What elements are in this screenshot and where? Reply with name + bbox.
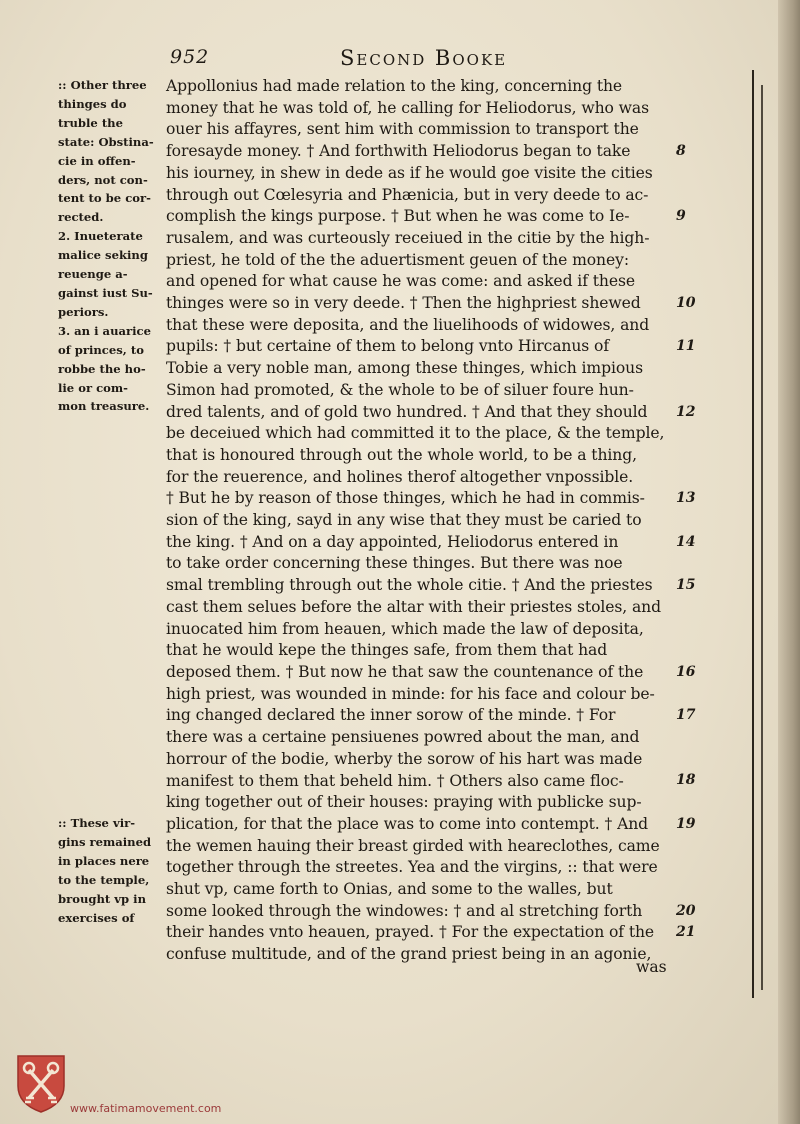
text-line: ouer his affayres, sent him with commission to transport the [166,120,639,139]
verse-number: 21 [676,924,696,941]
margin-note-line: rected. [58,210,104,225]
text-line: that is honoured through out the whole world, to be a thing, [166,445,637,464]
catchword: was [636,958,667,976]
text-line: Simon had promoted, & the whole to be of siluer foure hun- [166,380,634,399]
margin-note-line: mon treasure. [58,399,150,414]
text-line: inuocated him from heauen, which made the law of deposita, [166,619,644,638]
margin-note-line: malice seking [58,248,148,263]
margin-note-line: ders, not con- [58,172,148,187]
text-line: the wemen hauing their breast girded with heareclothes, came [166,836,660,855]
text-line: that these were deposita, and the liuelihoods of widowes, and [166,315,650,334]
margin-note-line: :: Other three [58,78,147,92]
margin-note-line: robbe the ho- [58,361,146,376]
verse-number: 17 [676,707,696,724]
margin-note-line: cie in offen- [58,153,136,168]
page-gutter-edge [778,0,800,1124]
text-line: complish the kings purpose. † But when he was come to Ie- [166,207,630,226]
text-line: deposed them. † But now he that saw the countenance of the [166,662,644,681]
page-number: 952 [170,46,210,68]
margin-note-line: to the temple, [58,873,150,888]
margin-rule [752,70,754,998]
text-line: pupils: † but certaine of them to belong vnto Hircanus of [166,337,610,356]
verse-number: 10 [676,295,696,311]
watermark-url[interactable]: www.fatimamovement.com [70,1102,222,1115]
margin-note-line: truble the [58,115,123,130]
margin-note-line: exercises of [58,910,135,925]
text-line: Tobie a very noble man, among these thinges, which impious [166,359,644,378]
text-line: ing changed declared the inner sorow of the minde. † For [166,706,616,725]
text-line: for the reuerence, and holines therof altogether vnpossible. [166,467,634,486]
margin-note-line: :: These vir- [58,816,136,831]
margin-note-line: brought vp in [58,891,147,906]
margin-note-line: state: Obstina- [58,134,154,149]
margin-note-line: 2. Inueterate [58,229,143,244]
verse-number: 20 [676,902,696,919]
margin-note-line: in places nere [58,854,150,869]
text-line: dred talents, and of gold two hundred. † And that they should [166,402,648,421]
margin-note-line: periors. [58,304,109,319]
papal-keys-emblem-icon [14,1052,68,1114]
margin-note [58,76,158,416]
margin-note-line: thinges do [58,96,127,111]
page-header [0,46,760,76]
text-line: to take order concerning these thinges. But there was noe [166,554,623,573]
verse-number: 19 [676,815,696,832]
verse-number: 9 [676,208,686,225]
margin-rule-inner [761,85,763,990]
text-line: high priest, was wounded in minde: for his face and colour be- [166,684,655,703]
verse-number: 8 [676,143,686,160]
text-line: plication, for that the place was to come into contempt. † And [166,814,649,833]
text-line: shut vp, came forth to Onias, and some to the walles, but [166,880,613,899]
text-line: † But he by reason of those thinges, which he had in commis- [166,489,645,508]
text-line: horrour of the bodie, wherby the sorow of his hart was made [166,749,643,768]
text-line: sion of the king, sayd in any wise that they must be caried to [166,511,642,530]
margin-note-line: gainst iust Su- [58,285,153,300]
margin-note [58,814,158,927]
text-line: his iourney, in shew in dede as if he would goe visite the cities [166,163,653,182]
verse-number: 11 [676,338,696,355]
text-line: the king. † And on a day appointed, Heliodorus entered in [166,532,619,551]
verse-number: 18 [676,772,696,789]
text-line: rusalem, and was curteously receiued in the citie by the high- [166,228,650,247]
text-line: thinges were so in very deede. † Then the highpriest shewed [166,294,641,313]
margin-note-line: gins remained [58,835,152,850]
text-line: together through the streetes. Yea and the virgins, :: that were [166,858,658,877]
verse-number: 13 [676,490,696,507]
text-line: money that he was told of, he calling for Heliodorus, who was [166,98,650,117]
text-line: confuse multitude, and of the grand priest being in an agonie, [166,945,652,964]
text-line: manifest to them that beheld him. † Others also came floc- [166,771,624,790]
running-title: Second Booke [340,46,508,70]
text-line: cast them selues before the altar with their priestes stoles, and [166,597,662,616]
text-line: Appollonius had made relation to the king, concerning the [166,77,623,95]
text-line: through out Cœlesyria and Phænicia, but in very deede to ac- [166,185,649,204]
text-line: king together out of their houses: praying with publicke sup- [166,793,642,812]
margin-note-line: 3. an i auarice [58,323,151,338]
margin-notes [58,76,158,928]
margin-note-line: tent to be cor- [58,191,151,206]
verse-number: 16 [676,663,696,680]
text-line: and opened for what cause he was come: and asked if these [166,272,635,291]
margin-note-line: lie or com- [58,380,128,395]
verse-number: 14 [676,533,696,550]
verse-number: 15 [676,577,696,594]
text-line: foresayde money. † And forthwith Heliodorus began to take [166,142,631,161]
text-line: be deceiued which had committed it to the place, & the temple, [166,424,665,443]
text-line: there was a certaine pensiuenes powred about the man, and [166,728,640,747]
text-line: their handes vnto heauen, prayed. † For the expectation of the [166,923,655,942]
text-line: that he would kepe the thinges safe, from them that had [166,641,608,660]
verse-number: 12 [676,403,696,420]
text-line: some looked through the windowes: † and al stretching forth [166,901,643,920]
text-line: priest, he told of the the aduertisment geuen of the money: [166,250,629,269]
text-line: smal trembling through out the whole citie. † And the priestes [166,576,653,595]
main-text-body [166,76,674,966]
margin-note-line: reuenge a- [58,267,128,282]
margin-note-line: of princes, to [58,342,144,357]
